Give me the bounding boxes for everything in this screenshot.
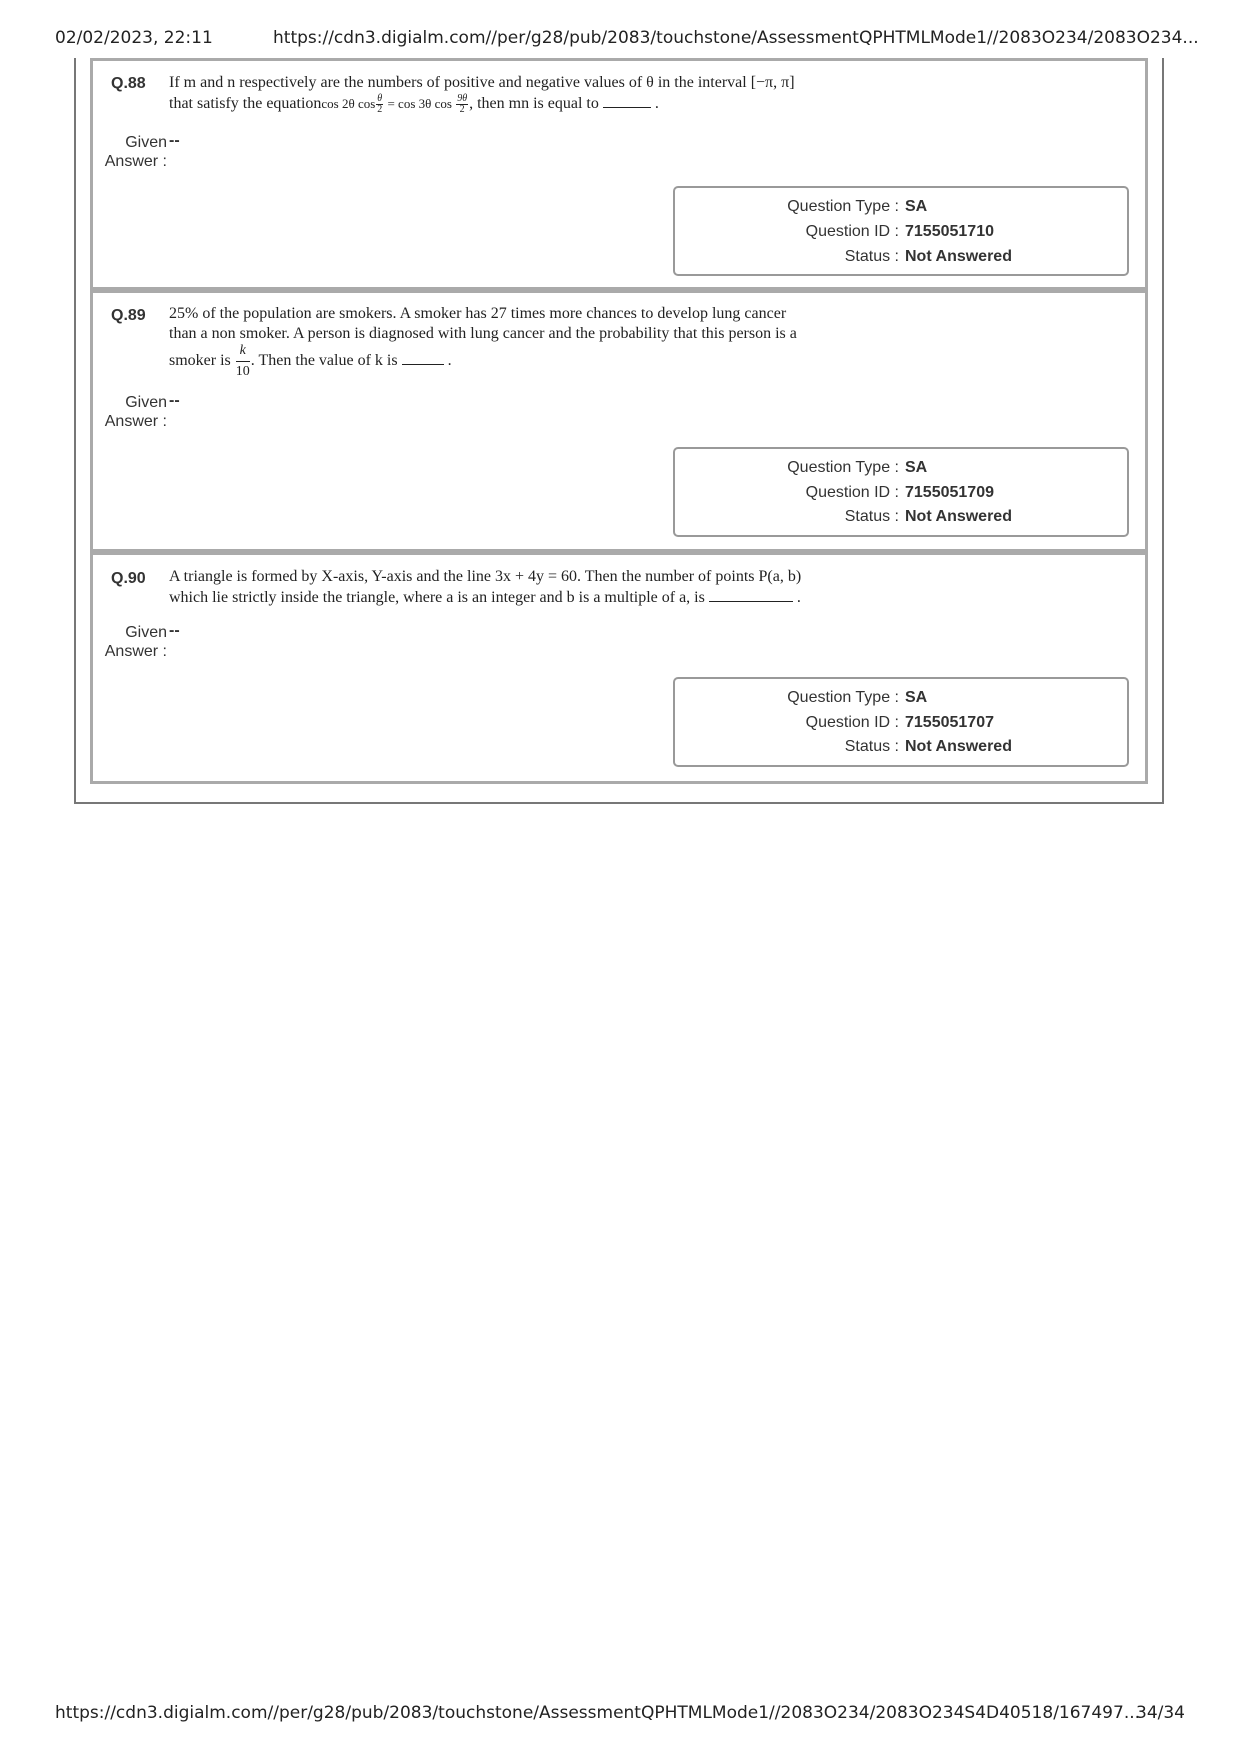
question-text-line-1: If m and n respectively are the numbers of positive and negative values of θ in the interval [−π, π] [169, 74, 795, 91]
status-value: Not Answered [905, 248, 1012, 265]
print-datetime: 02/02/2023, 22:11 [55, 28, 213, 48]
status-value: Not Answered [905, 738, 1012, 755]
status-value: Not Answered [905, 508, 1012, 525]
answer-blank [402, 350, 444, 365]
question-id-row [675, 223, 1127, 245]
fraction-denominator: 2 [459, 103, 465, 115]
question-type-value: SA [905, 198, 928, 215]
equation-equals: = cos 3θ cos [384, 96, 456, 111]
footer-url: https://cdn3.digialm.com//per/g28/pub/2083/touchstone/AssessmentQPHTMLMode1//2083O234/2083O234S4D40518/167497... [55, 1703, 1141, 1723]
given-answer-label: Given Answer : [104, 624, 167, 660]
question-text-line-2 [169, 93, 659, 115]
question-id-row [675, 484, 1127, 506]
status-label: Status : [844, 248, 899, 265]
question-text-segment: smoker is [169, 352, 231, 370]
question-number: Q.88 [111, 75, 146, 92]
question-type-label: Question Type : [787, 459, 899, 476]
page-number: 34/34 [1136, 1703, 1185, 1723]
question-id-label: Question ID : [805, 223, 899, 240]
fraction-numerator: 9θ [457, 92, 468, 104]
question-text-segment: that satisfy the equation [169, 95, 322, 112]
question-text-line-1: 25% of the population are smokers. A smoker has 27 times more chances to develop lung cancer [169, 305, 787, 322]
fraction-numerator: k [236, 343, 250, 362]
question-number: Q.90 [111, 570, 146, 587]
given-answer-label: Given Answer : [104, 394, 167, 430]
question-block-89 [90, 290, 1148, 552]
question-type-label: Question Type : [787, 198, 899, 215]
question-text-line-2: than a non smoker. A person is diagnosed with lung cancer and the probability that this person is a [169, 325, 797, 342]
question-type-value: SA [905, 689, 928, 706]
fraction-theta-over-2 [376, 94, 383, 115]
header-url: https://cdn3.digialm.com//per/g28/pub/2083/touchstone/AssessmentQPHTMLMode1//2083O234/2083O234... [273, 28, 1199, 48]
question-id-label: Question ID : [805, 484, 899, 501]
given-answer-value: -- [169, 392, 180, 409]
question-id-value: 7155051710 [905, 223, 994, 240]
given-answer-value: -- [169, 132, 180, 149]
question-text-end: . [654, 95, 659, 112]
question-text-segment: , then mn is equal to [469, 95, 599, 112]
question-type-value: SA [905, 459, 928, 476]
status-label: Status : [844, 738, 899, 755]
question-id-value: 7155051707 [905, 714, 994, 731]
status-row [675, 248, 1127, 270]
question-text-line-1: A triangle is formed by X-axis, Y-axis and the line 3x + 4y = 60. Then the number of points P(a, b) [169, 568, 802, 585]
question-id-label: Question ID : [805, 714, 899, 731]
fraction-k-over-10 [236, 343, 250, 380]
fraction-numerator: θ [377, 92, 383, 104]
fraction-9theta-over-2 [456, 94, 468, 115]
question-type-row [675, 689, 1127, 711]
question-text-segment: which lie strictly inside the triangle, where a is an integer and b is a multiple of a, is [169, 589, 705, 606]
question-number: Q.89 [111, 307, 146, 324]
question-text-line-3 [169, 343, 452, 380]
fraction-denominator: 2 [377, 103, 383, 115]
question-text-segment: . Then the value of k is [250, 352, 398, 370]
equation-left: cos 2θ cos [321, 96, 376, 111]
question-type-row [675, 459, 1127, 481]
question-block-88 [90, 58, 1148, 290]
question-type-row [675, 198, 1127, 220]
fraction-denominator: 10 [235, 364, 250, 379]
question-info-box [673, 677, 1129, 767]
question-type-label: Question Type : [787, 689, 899, 706]
question-info-box [673, 186, 1129, 276]
question-text-line-2 [169, 587, 801, 608]
question-text-end: . [796, 589, 801, 606]
status-row [675, 508, 1127, 530]
question-id-value: 7155051709 [905, 484, 994, 501]
status-row [675, 738, 1127, 760]
status-label: Status : [844, 508, 899, 525]
given-answer-label: Given Answer : [104, 134, 167, 170]
question-id-row [675, 714, 1127, 736]
question-text-end: . [447, 352, 452, 370]
answer-blank [709, 587, 793, 602]
question-block-90 [90, 552, 1148, 784]
question-info-box [673, 447, 1129, 537]
answer-blank [603, 93, 651, 108]
given-answer-value: -- [169, 622, 180, 639]
